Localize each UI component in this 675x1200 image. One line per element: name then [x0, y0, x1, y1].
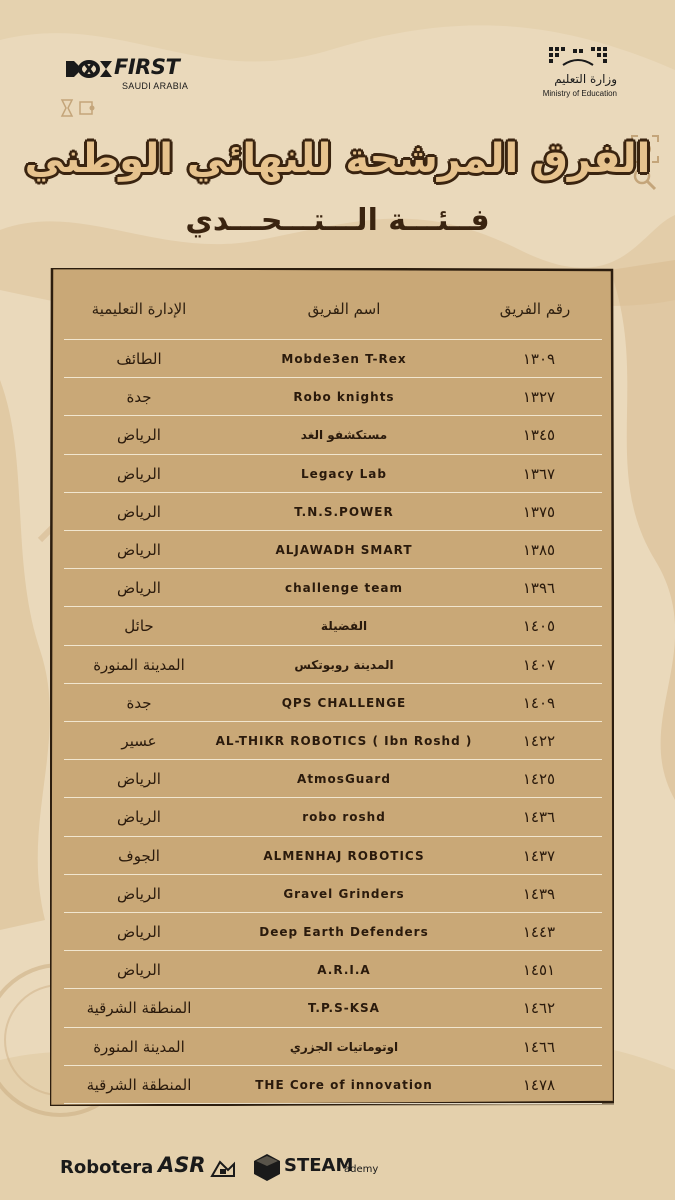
ministry-of-education-logo: [535, 45, 625, 105]
team-name: Gravel Grinders: [283, 886, 405, 901]
table-row: [64, 684, 602, 722]
table-row: [64, 646, 602, 684]
table-row: [64, 455, 602, 493]
education-admin: المنطقة الشرقية: [86, 1075, 192, 1094]
moe-english-name: Ministry of Education: [542, 89, 617, 98]
education-admin: المنطقة الشرقية: [86, 999, 192, 1018]
team-name: المدينة روبوتكس: [294, 657, 394, 672]
team-name: QPS CHALLENGE: [281, 695, 407, 710]
team-name: Legacy Lab: [301, 466, 387, 481]
team-number: ١٤٦٦: [522, 1037, 556, 1056]
table-row: [64, 340, 602, 378]
team-name: اوتوماتيات الجزري: [289, 1039, 399, 1054]
education-admin: الرياض: [117, 961, 161, 980]
team-number: ١٤٤٣: [522, 923, 556, 941]
team-number: ١٤٠٩: [522, 693, 556, 712]
steam-academy-suffix: ademy: [344, 1164, 379, 1175]
team-name: الفضيلة: [320, 619, 368, 634]
footer-sponsors: [0, 1140, 675, 1200]
asr-logo: ASR: [158, 1153, 206, 1177]
team-name: مستكشفو الغد: [300, 428, 388, 443]
first-wordmark: FIRST: [114, 55, 180, 79]
robotera-logo: Robotera: [60, 1157, 154, 1178]
moe-arabic-name: وزارة التعليم: [554, 72, 617, 86]
table-row: [64, 607, 602, 645]
asr-robot-icon: [210, 1160, 236, 1178]
table-content: [50, 268, 614, 1106]
education-admin: الرياض: [117, 541, 161, 559]
education-admin: المدينة المنورة: [93, 1037, 185, 1056]
team-number: ١٣٧٥: [522, 502, 556, 521]
table-row: [64, 951, 602, 989]
teams-table: [50, 268, 614, 1106]
team-name: ALJAWADH SMART: [275, 543, 413, 557]
team-number: ١٤٣٧: [522, 846, 556, 865]
header-education-admin: الإدارة التعليمية: [91, 300, 187, 318]
education-admin: الرياض: [117, 464, 161, 483]
table-row: [64, 989, 602, 1027]
table-row: [64, 722, 602, 760]
team-name: AL-THIKR ROBOTICS ( Ibn Roshd ): [215, 734, 473, 748]
hourglass-puzzle-icon: [60, 98, 100, 118]
team-number: ١٤٣٩: [522, 884, 556, 903]
team-number: ١٤٠٧: [522, 655, 556, 674]
table-row: [64, 837, 602, 875]
education-admin: المدينة المنورة: [93, 655, 185, 674]
team-name: T.N.S.POWER: [294, 504, 394, 519]
first-saudi-arabia-logo: [62, 55, 192, 95]
steam-cube-icon: [252, 1152, 282, 1182]
table-row: [64, 798, 602, 836]
team-number: ١٣٦٧: [522, 464, 556, 483]
table-row: [64, 416, 602, 454]
table-row: [64, 760, 602, 798]
page-title: الفرق المرشحة للنهائي الوطني: [24, 136, 651, 182]
education-admin: الرياض: [117, 770, 161, 789]
team-number: ١٤٧٨: [522, 1075, 556, 1094]
team-name: ALMENHAJ ROBOTICS: [263, 848, 425, 863]
education-admin: الرياض: [117, 579, 161, 598]
education-admin: جدة: [126, 388, 152, 407]
header: [0, 0, 675, 120]
team-name: T.P.S-KSA: [308, 1001, 380, 1016]
team-number: ١٤٥١: [522, 961, 556, 980]
team-number: ١٤٠٥: [522, 617, 556, 636]
team-name: Robo knights: [293, 390, 395, 405]
team-name: THE Core of innovation: [255, 1077, 433, 1092]
education-admin: الرياض: [117, 426, 161, 445]
header-team-number: رقم الفريق: [499, 300, 571, 318]
team-name: challenge team: [284, 581, 404, 596]
team-number: ١٤٦٢: [522, 999, 556, 1018]
team-name: Mobde3en T-Rex: [281, 352, 407, 366]
table-row: [64, 493, 602, 531]
first-subtitle: SAUDI ARABIA: [122, 81, 189, 91]
education-admin: عسير: [121, 732, 157, 750]
first-infinity-icon: [62, 57, 116, 81]
education-admin: الرياض: [117, 884, 161, 903]
education-admin: الرياض: [117, 923, 161, 941]
team-number: ١٣٨٥: [522, 541, 556, 559]
team-number: ١٤٢٥: [522, 770, 556, 789]
education-admin: جدة: [126, 693, 152, 712]
steam-academy-logo: STEAM: [284, 1155, 354, 1176]
team-number: ١٣٠٩: [522, 350, 556, 368]
team-name: A.R.I.A: [317, 963, 371, 978]
header-team-name: اسم الفريق: [307, 300, 381, 318]
table-row: [64, 875, 602, 913]
team-number: ١٤٢٢: [522, 732, 556, 750]
education-admin: حائل: [124, 617, 154, 636]
team-name: AtmosGuard: [297, 772, 391, 787]
education-admin: الرياض: [117, 808, 161, 827]
education-admin: الطائف: [116, 350, 162, 368]
table-row: [64, 569, 602, 607]
page-subtitle: فــئـــة الـــتـــحـــدي: [185, 203, 490, 238]
table-row: [64, 1066, 602, 1104]
table-row: [64, 531, 602, 569]
team-name: Deep Earth Defenders: [259, 925, 429, 939]
team-name: robo roshd: [302, 810, 386, 825]
education-admin: الجوف: [118, 846, 160, 865]
table-row: [64, 913, 602, 951]
team-number: ١٣٢٧: [522, 388, 556, 407]
moe-emblem-icon: [543, 45, 613, 69]
table-row: [64, 1028, 602, 1066]
table-row: [64, 378, 602, 416]
team-number: ١٣٩٦: [522, 579, 556, 598]
education-admin: الرياض: [117, 502, 161, 521]
team-number: ١٣٤٥: [522, 426, 556, 445]
row-divider: [64, 1103, 602, 1104]
team-number: ١٤٣٦: [522, 808, 556, 827]
